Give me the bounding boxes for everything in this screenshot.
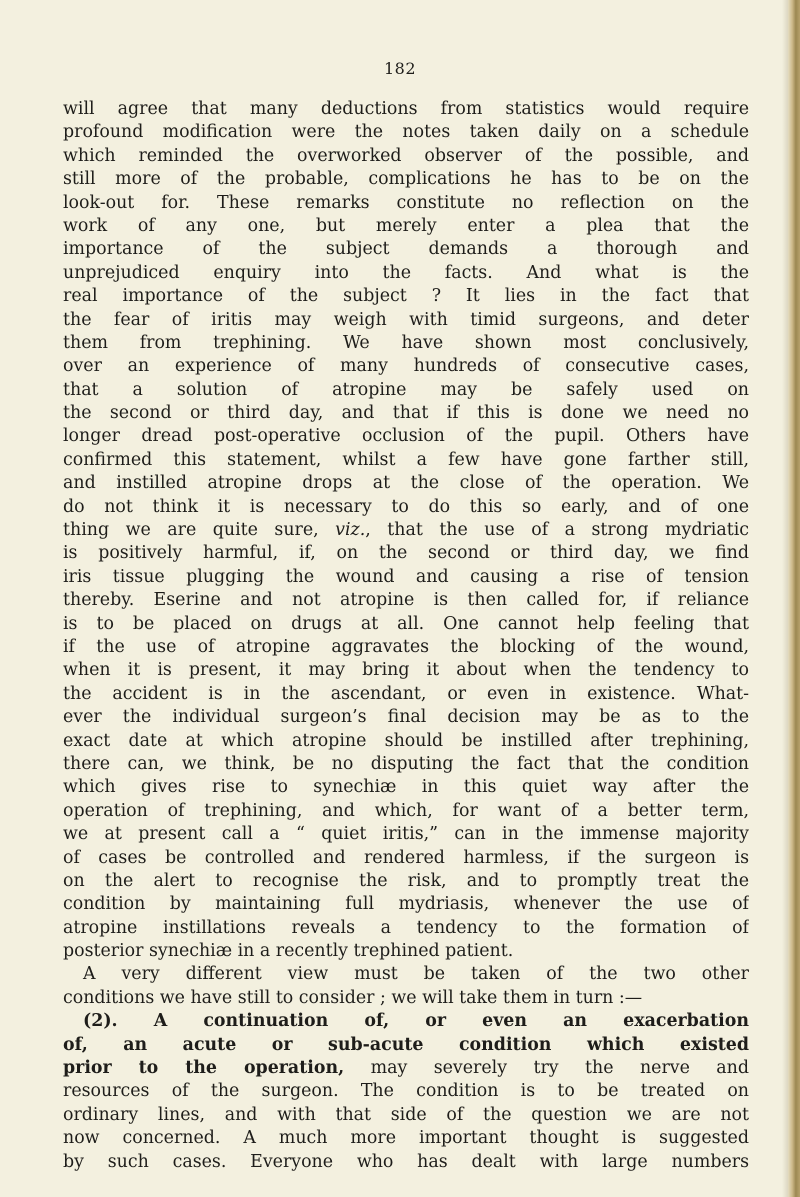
text-line: and instilled atropine drops at the close of the operation. We [63, 473, 749, 494]
text-line: do not think it is necessary to do this so early, and of one [63, 496, 749, 517]
text-line: them from trephining. We have shown most conclusively, [63, 332, 749, 353]
text-line: confirmed this statement, whilst a few have gone farther still, [63, 449, 749, 470]
text-line: now concerned. A much more important thought is suggested [63, 1128, 749, 1149]
text-line: real importance of the subject ? It lies in the fact that [63, 286, 749, 307]
text-line: which gives rise to synechiæ in this quiet way after the [63, 777, 749, 798]
text-line [63, 1034, 749, 1057]
paragraph-3 [63, 1010, 749, 1174]
text-line: by such cases. Everyone who has dealt with large numbers [63, 1151, 749, 1172]
text-line: ordinary lines, and with that side of the question we are not [63, 1104, 749, 1125]
text-line [63, 1057, 749, 1080]
text-line: we at present call a “ quiet iritis,” can in the immense majority [63, 824, 749, 845]
text-line: resources of the surgeon. The condition is to be treated on [63, 1081, 749, 1102]
page-body [63, 98, 749, 1174]
bold-heading-text: (2). A continuation of, or even an exacerbation [83, 1011, 749, 1032]
text-line: is to be placed on drugs at all. One cannot help feeling that [63, 613, 749, 634]
text-line: condition by maintaining full mydriasis, whenever the use of [63, 894, 749, 915]
text-segment: may severely try the nerve and [344, 1058, 749, 1079]
italic-term: viz. [335, 520, 366, 541]
text-line: which reminded the overworked observer of the possible, and [63, 145, 749, 166]
text-line: ever the individual surgeon’s final decision may be as to the [63, 707, 749, 728]
text-line: is positively harmful, if, on the second or third day, we find [63, 543, 749, 564]
paragraph-2 [63, 963, 749, 1010]
text-line: will agree that many deductions from statistics would require [63, 99, 749, 119]
text-line: work of any one, but merely enter a plea that the [63, 215, 749, 236]
text-line: look-out for. These remarks constitute no reflection on the [63, 192, 749, 213]
text-line [63, 519, 749, 542]
text-line: A very different view must be taken of the two other [83, 964, 749, 985]
bold-heading-text: of, an acute or sub-acute condition which existed [63, 1034, 749, 1055]
book-page-edge [788, 0, 800, 1197]
text-line: importance of the subject demands a thorough and [63, 239, 749, 260]
text-line: if the use of atropine aggravates the blocking of the wound, [63, 636, 749, 657]
text-line: over an experience of many hundreds of consecutive cases, [63, 356, 749, 377]
text-line: atropine instillations reveals a tendency to the formation of [63, 917, 749, 938]
text-line: longer dread post-operative occlusion of the pupil. Others have [63, 426, 749, 447]
text-line: there can, we think, be no disputing the fact that the condition [63, 753, 749, 774]
bold-heading-text: prior to the operation, [63, 1058, 345, 1079]
text-line: the accident is in the ascendant, or even in existence. What- [63, 683, 749, 704]
text-line: the fear of iritis may weigh with timid surgeons, and deter [63, 309, 749, 330]
text-line: that a solution of atropine may be safely used on [63, 379, 749, 400]
text-line: still more of the probable, complications he has to be on the [63, 169, 749, 190]
text-line: thereby. Eserine and not atropine is then called for, if reliance [63, 590, 749, 611]
paragraph-1 [63, 98, 749, 963]
text-segment: thing we are quite sure, [63, 520, 336, 541]
text-line: operation of trephining, and which, for want of a better term, [63, 800, 749, 821]
text-line: unprejudiced enquiry into the facts. And what is the [63, 262, 749, 283]
text-line: of cases be controlled and rendered harmless, if the surgeon is [63, 847, 749, 868]
text-line: exact date at which atropine should be instilled after trephining, [63, 730, 749, 751]
text-line [63, 1010, 749, 1033]
text-line: on the alert to recognise the risk, and to promptly treat the [63, 870, 749, 891]
text-line: iris tissue plugging the wound and causing a rise of tension [63, 566, 749, 587]
page-number: 182 [383, 59, 417, 78]
text-line: conditions we have still to consider ; we will take them in turn :— [63, 987, 643, 1008]
text-line: the second or third day, and that if this is done we need no [63, 403, 749, 424]
text-line: posterior synechiæ in a recently trephined patient. [63, 941, 514, 962]
text-line: when it is present, it may bring it about when the tendency to [63, 660, 749, 681]
text-line: profound modification were the notes taken daily on a schedule [63, 122, 749, 143]
text-segment: , that the use of a strong mydriatic [365, 520, 749, 541]
